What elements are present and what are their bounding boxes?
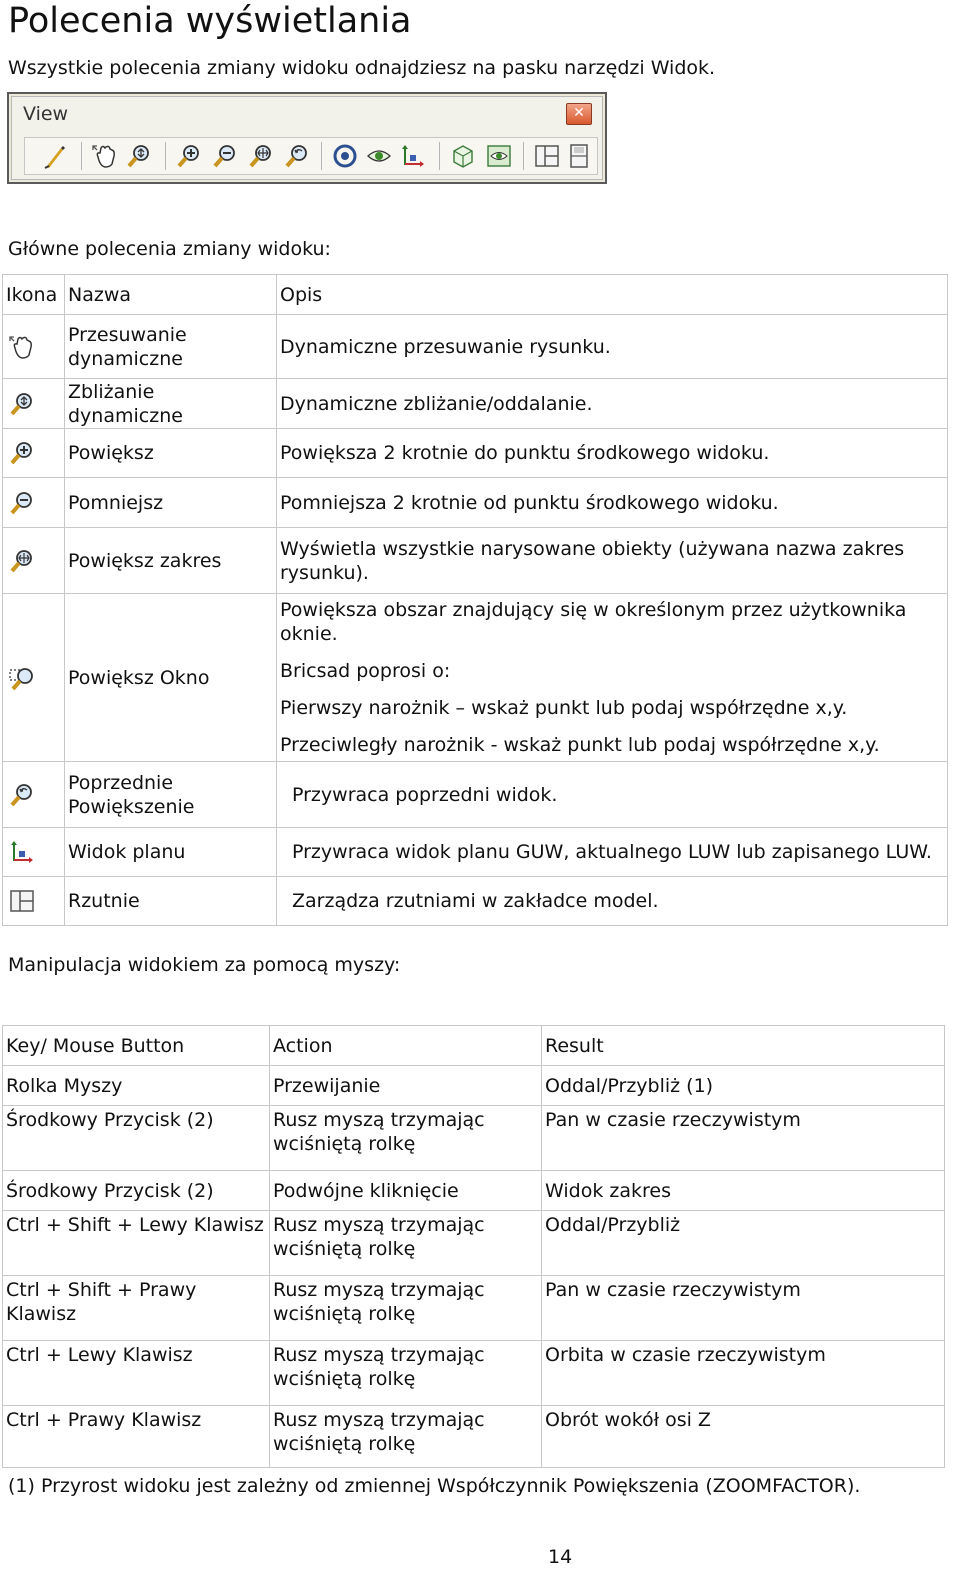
desc-line: Przeciwległy narożnik - wskaż punkt lub podaj współrzędne x,y.	[280, 734, 880, 756]
section-main-commands: Główne polecenia zmiany widoku:	[8, 238, 331, 260]
zoom-extents-icon[interactable]	[247, 142, 275, 170]
zoom-extents-icon	[8, 547, 36, 575]
table-header-row	[3, 1026, 945, 1066]
pen-icon[interactable]	[41, 142, 69, 170]
table-row	[3, 429, 948, 478]
table-cell: Ctrl + Shift + Lewy Klawisz	[3, 1211, 270, 1276]
hand-pan-icon	[8, 333, 36, 361]
close-icon[interactable]: ✕	[566, 103, 592, 125]
zoom-realtime-icon[interactable]	[125, 142, 153, 170]
table-cell: Ctrl + Shift + Prawy Klawisz	[3, 1276, 270, 1341]
table-row	[3, 1276, 945, 1341]
table-cell: Orbita w czasie rzeczywistym	[542, 1341, 945, 1406]
table-cell: Widok zakres	[542, 1171, 945, 1211]
table-cell: Pan w czasie rzeczywistym	[542, 1276, 945, 1341]
command-name: Powiększ Okno	[65, 594, 277, 762]
mouse-table	[2, 1025, 945, 1468]
command-desc: Dynamiczne przesuwanie rysunku.	[277, 315, 948, 379]
column-header: Ikona	[3, 275, 65, 315]
table-row	[3, 1066, 945, 1106]
section-mouse: Manipulacja widokiem za pomocą myszy:	[8, 954, 401, 976]
eye-frame-icon[interactable]	[485, 142, 513, 170]
command-desc: Powiększa 2 krotnie do punktu środkowego widoku.	[277, 429, 948, 478]
command-desc: Pomniejsza 2 krotnie od punktu środkowego widoku.	[277, 478, 948, 528]
command-desc: Zarządza rzutniami w zakładce model.	[277, 877, 948, 926]
column-header: Action	[270, 1026, 542, 1066]
zoom-out-icon[interactable]	[211, 142, 239, 170]
table-cell: Środkowy Przycisk (2)	[3, 1171, 270, 1211]
table-row	[3, 315, 948, 379]
command-desc: Przywraca widok planu GUW, aktualnego LUW lub zapisanego LUW.	[277, 828, 948, 877]
page-title: Polecenia wyświetlania	[8, 1, 412, 41]
table-row	[3, 379, 948, 429]
cube-view-icon[interactable]	[449, 142, 477, 170]
column-header: Result	[542, 1026, 945, 1066]
command-name: Powiększ	[65, 429, 277, 478]
command-desc: Dynamiczne zbliżanie/oddalanie.	[277, 379, 948, 429]
orbit-icon[interactable]	[331, 142, 359, 170]
table-cell: Podwójne kliknięcie	[270, 1171, 542, 1211]
footnote: (1) Przyrost widoku jest zależny od zmiennej Współczynnik Powiększenia (ZOOMFACTOR).	[8, 1475, 861, 1497]
toolbar-title: View	[23, 103, 69, 125]
table-row	[3, 1341, 945, 1406]
table-cell: Rusz myszą trzymając wciśniętą rolkę	[270, 1211, 542, 1276]
command-desc: Przywraca poprzedni widok.	[277, 762, 948, 828]
viewports-icon	[8, 887, 36, 915]
table-row	[3, 478, 948, 528]
column-header: Key/ Mouse Button	[3, 1026, 270, 1066]
table-cell: Ctrl + Lewy Klawisz	[3, 1341, 270, 1406]
table-cell: Pan w czasie rzeczywistym	[542, 1106, 945, 1171]
save-view-icon[interactable]	[565, 142, 593, 170]
table-cell: Rusz myszą trzymając wciśniętą rolkę	[270, 1341, 542, 1406]
column-header: Opis	[277, 275, 948, 315]
column-header: Nazwa	[65, 275, 277, 315]
command-name: Poprzednie Powiększenie	[65, 762, 277, 828]
view-toolbar	[7, 92, 607, 184]
desc-line: Bricsad poprosi o:	[280, 660, 451, 682]
table-row	[3, 594, 948, 762]
table-row	[3, 1211, 945, 1276]
zoom-in-icon[interactable]	[175, 142, 203, 170]
intro-text: Wszystkie polecenia zmiany widoku odnajdziesz na pasku narzędzi Widok.	[8, 57, 716, 79]
table-cell: Oddal/Przybliż	[542, 1211, 945, 1276]
command-name: Powiększ zakres	[65, 528, 277, 594]
zoom-in-icon	[8, 439, 36, 467]
toolbar-buttons	[24, 137, 598, 175]
table-row	[3, 828, 948, 877]
table-header-row	[3, 275, 948, 315]
table-row	[3, 1106, 945, 1171]
command-name: Przesuwanie dynamiczne	[65, 315, 277, 379]
desc-line: Pierwszy narożnik – wskaż punkt lub podaj współrzędne x,y.	[280, 697, 848, 719]
table-cell: Rusz myszą trzymając wciśniętą rolkę	[270, 1276, 542, 1341]
table-cell: Ctrl + Prawy Klawisz	[3, 1406, 270, 1468]
command-desc	[277, 594, 948, 762]
table-row	[3, 1406, 945, 1468]
table-cell: Środkowy Przycisk (2)	[3, 1106, 270, 1171]
ucs-axes-icon	[8, 838, 36, 866]
zoom-previous-icon	[8, 781, 36, 809]
table-cell: Przewijanie	[270, 1066, 542, 1106]
zoom-realtime-icon	[8, 390, 36, 418]
table-cell: Oddal/Przybliż (1)	[542, 1066, 945, 1106]
commands-table	[2, 274, 948, 926]
command-name: Pomniejsz	[65, 478, 277, 528]
desc-line: Powiększa obszar znajdujący się w określonym przez użytkownika oknie.	[280, 599, 907, 645]
table-cell: Rusz myszą trzymając wciśniętą rolkę	[270, 1106, 542, 1171]
table-row	[3, 528, 948, 594]
table-row	[3, 1171, 945, 1211]
table-cell: Rusz myszą trzymając wciśniętą rolkę	[270, 1406, 542, 1468]
table-cell: Obrót wokół osi Z	[542, 1406, 945, 1468]
table-row	[3, 762, 948, 828]
command-name: Zbliżanie dynamiczne	[65, 379, 277, 429]
zoom-previous-icon[interactable]	[283, 142, 311, 170]
viewports-icon[interactable]	[533, 142, 561, 170]
ucs-axes-icon[interactable]	[399, 142, 427, 170]
eye-icon[interactable]	[365, 142, 393, 170]
zoom-window-icon	[8, 664, 36, 692]
command-name: Widok planu	[65, 828, 277, 877]
hand-pan-icon[interactable]	[91, 142, 119, 170]
command-name: Rzutnie	[65, 877, 277, 926]
table-row	[3, 877, 948, 926]
table-cell: Rolka Myszy	[3, 1066, 270, 1106]
page-number: 14	[548, 1546, 573, 1568]
zoom-out-icon	[8, 489, 36, 517]
command-desc: Wyświetla wszystkie narysowane obiekty (używana nazwa zakres rysunku).	[277, 528, 948, 594]
